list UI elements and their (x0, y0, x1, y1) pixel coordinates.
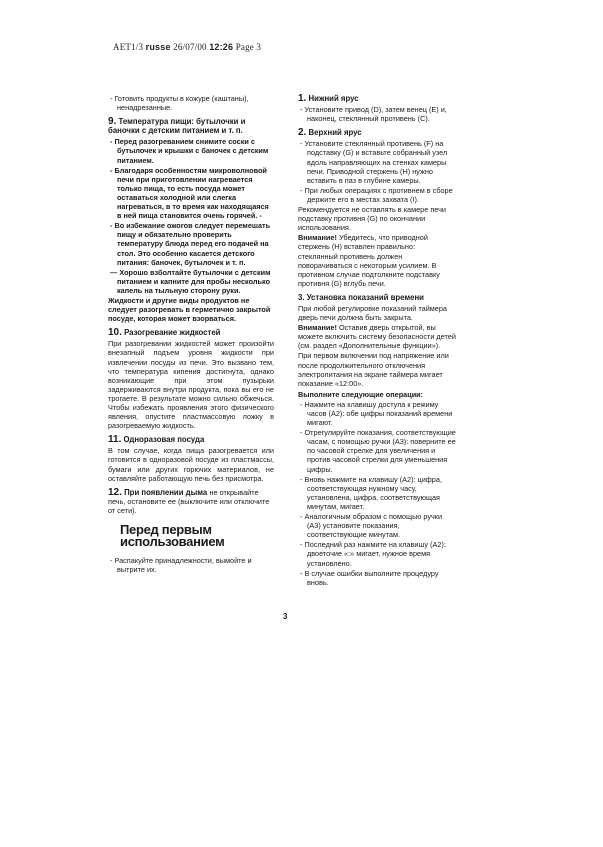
section-2-bullet: - При любых операциях с противнем в сборе держите его в местах захвата (I). (300, 185, 453, 204)
operation-step: - Последний раз нажмите на клавишу (A2): двоеточие «:» мигает, нужное время установлено. (300, 540, 446, 568)
operation-step: - Аналогичным образом с помощью ручки (A3) установите показания, соответствующие минутам. (300, 512, 443, 540)
doc-page-label: Page 3 (235, 42, 262, 52)
section-2-warning-label: Внимание! (298, 233, 337, 243)
section-9-bullet: - Благодаря особенностям микроволновой печи при приготовлении нагревается только пища, то есть посуда может оставаться холодной или слегка нагреваться, в то время как находящаяся в ней пища становится очень горячей. - (110, 165, 269, 221)
section-3-heading (298, 293, 456, 302)
section-12-title: При появлении дыма (124, 487, 208, 497)
section-3-first-power: При первом включении под напряжение или после продолжительного отключения электропитания на экране таймера мигает показание «12:00». (298, 351, 449, 388)
section-10-text: При разогревании жидкостей может произойти внезапный подъем уровня жидкости при извлечении посуды из печи. Это вызвано тем, что температура кипения достигнута, однако возникающие при этом пузырьки задерживаются внутри продукта, пока вы его не трогаете. В результате можно сильно обжечься. Чтобы избежать проявления этого физического явления, опустите пластмассовую ложку в разогреваемую жидкость. (108, 339, 274, 431)
page-number: 3 (283, 612, 288, 621)
section-2-number: 2. (298, 127, 307, 139)
section-2-warning (298, 233, 456, 288)
section-9-note: Жидкости и другие виды продуктов не следует разогревать в герметично закрытой посуде, которая может взорваться. (108, 295, 271, 324)
before-first-use-title (120, 524, 274, 548)
section-3-warning-label: Внимание! (298, 323, 337, 333)
section-9-heading (108, 117, 274, 135)
section-10-number: 10. (108, 327, 122, 339)
section-11-heading (108, 435, 274, 444)
section-12-text: не открывайте печь, остановите ее (выключите или отключите от сети). (108, 487, 270, 515)
operation-step: - В случае ошибки выполните процедуру вновь. (300, 568, 439, 587)
section-9-title: Температура пищи: бутылочки и баночки с детским питанием и т. п. (108, 117, 246, 136)
before-first-use-item: - Распакуйте принадлежности, вымойте и вытрите их. (110, 556, 252, 575)
section-2-title: Верхний ярус (308, 128, 362, 138)
section-9-bullet: — Хорошо взболтайте бутылочки с детским питанием и капните для пробы несколько капель на тыльную сторону руки. (110, 267, 271, 295)
operations-title: Выполните следующие операции: (298, 389, 424, 399)
doc-code: AET1/3 (113, 42, 144, 52)
section-1-heading (298, 94, 456, 103)
operation-step: - Нажмите на клавишу доступа к режиму часов (A2): обе цифры показаний времени мигают. (300, 399, 453, 428)
section-10-title: Разогревание жидкостей (124, 328, 221, 338)
left-column (108, 94, 274, 575)
section-11-text: В том случае, когда пища разогревается или готовится в одноразовой посуде из пластмассы, бумаги или других горючих материалов, не оставляйте работающую печь без присмотра. (108, 446, 274, 483)
section-2-bullet: - Установите стеклянный противень (F) на подставку (G) и вставьте собранный узел вдоль направляющих на стенках камеры печи. Приводной стержень (H) нужно вставить в паз в глубине камеры. (300, 139, 448, 185)
section-3-number: 3. (298, 292, 305, 302)
section-3-title: Установка показаний времени (306, 292, 424, 302)
page-header (113, 42, 261, 52)
section-11-number: 11. (108, 434, 122, 446)
section-1-title: Нижний ярус (308, 94, 359, 103)
chestnuts-item: - Готовить продукты в кожуре (каштаны), ненадрезанные. (110, 94, 249, 113)
section-2-heading (298, 128, 456, 137)
section-10-heading (108, 328, 274, 337)
before-first-use-line1: Перед первым (120, 522, 212, 538)
doc-date: 26/07/00 (173, 42, 207, 52)
section-1-number: 1. (298, 93, 307, 104)
section-2-recommendation: Рекомендуется не оставлять в камере печи подставку противня (G) по окончании использования. (298, 205, 446, 233)
section-9-bullet: - Перед разогреванием снимите соски с бутылочек и крышки с баночек с детским питанием. (110, 137, 269, 165)
right-column (298, 94, 456, 588)
section-9-bullet: - Во избежание ожогов следует перемешать пищу и обязательно проверить температуру блюда перед его подачей на стол. Это особенно касается детского питания: баночек, бутылочек и т. п. (110, 221, 271, 267)
doc-lang: russe (145, 42, 171, 52)
section-12-number: 12. (108, 486, 122, 498)
section-3-warning-text: Оставив дверь открытой, вы можете включить систему безопасности детей (см. раздел «Дополнительные функции»). (298, 323, 456, 351)
section-3-text: При любой регулировке показаний таймера дверь печи должна быть закрыта. (298, 303, 447, 323)
section-11-title: Одноразовая посуда (123, 435, 205, 445)
section-12-heading (108, 488, 274, 515)
operation-step: - Отрегулируйте показания, соответствующие часам, с помощью ручки (A3): поверните ее по часовой стрелке для увеличения и против часовой стрелки для уменьшения цифры. (300, 428, 456, 474)
section-3-warning (298, 323, 456, 350)
operation-step: - Вновь нажмите на клавишу (A2): цифра, соответствующая нужному часу, установлена, цифра, соответствующая минутам, мигает. (300, 474, 442, 511)
doc-time: 12:26 (209, 42, 234, 52)
section-1-text: - Установите привод (D), затем венец (E) и, наконец, стеклянный противень (C). (300, 105, 447, 124)
section-2-warning-text: Убедитесь, что приводной стержень (H) вставлен правильно: стеклянный противень должен поворачиваться с некоторым усилием. В противном случае подтолкните подставку противня (G) вглубь печи. (298, 233, 440, 288)
before-first-use-line2: использованием (120, 534, 225, 550)
section-9-number: 9. (108, 116, 117, 128)
